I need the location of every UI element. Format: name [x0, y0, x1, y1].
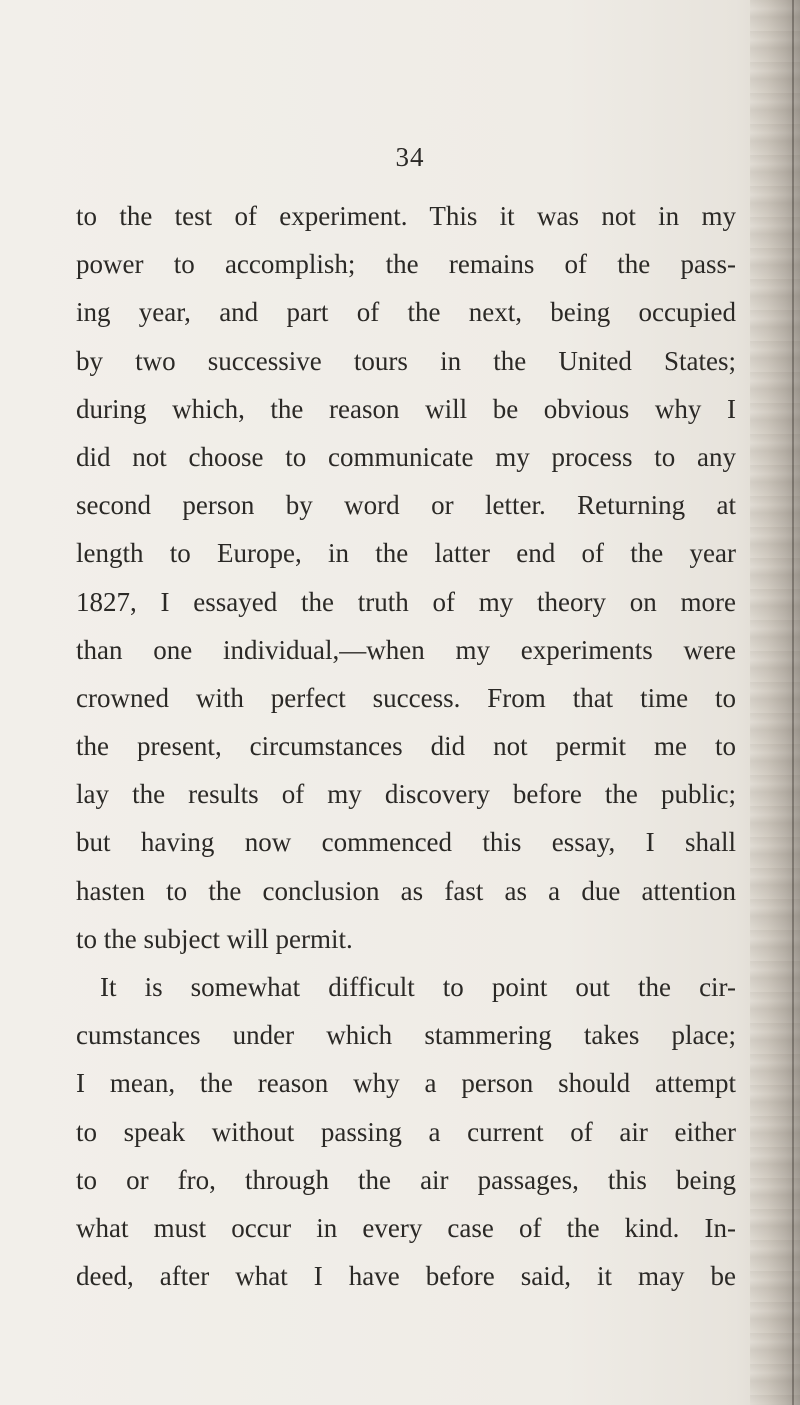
text-line: to speak without passing a current of air either: [76, 1116, 736, 1147]
text-line: did not choose to communicate my process to any: [76, 441, 736, 472]
text-line: It is somewhat difficult to point out the cir-: [100, 972, 736, 1002]
text-line: deed, after what I have before said, it may be: [76, 1261, 736, 1292]
text-line: the present, circumstances did not permit me to: [76, 731, 736, 762]
text-line: to the subject will permit.: [76, 923, 353, 954]
text-line: length to Europe, in the latter end of the year: [76, 538, 736, 569]
text-line: power to accomplish; the remains of the pass-: [76, 249, 736, 280]
page-number: 34: [395, 142, 425, 172]
text-line: during which, the reason will be obvious why I: [76, 393, 736, 424]
page-edge-line: [792, 0, 794, 1405]
text-line: crowned with perfect success. From that time to: [76, 682, 736, 713]
text-line: 1827, I essayed the truth of my theory on more: [76, 586, 736, 617]
text-line: by two successive tours in the United States;: [76, 345, 736, 376]
text-line: than one individual,—when my experiments were: [76, 634, 736, 665]
body-text: [76, 192, 736, 1300]
text-line: ing year, and part of the next, being occupied: [76, 297, 736, 328]
text-line: cumstances under which stammering takes place;: [76, 1020, 736, 1051]
text-line: to the test of experiment. This it was not in my: [76, 201, 736, 231]
text-line: second person by word or letter. Returning at: [76, 490, 736, 521]
text-line: lay the results of my discovery before the public;: [76, 779, 736, 810]
text-line: what must occur in every case of the kind. In-: [76, 1212, 736, 1243]
text-line: to or fro, through the air passages, this being: [76, 1164, 736, 1195]
text-line: hasten to the conclusion as fast as a due attention: [76, 875, 736, 906]
text-line: I mean, the reason why a person should attempt: [76, 1068, 736, 1099]
text-line: but having now commenced this essay, I shall: [76, 827, 736, 858]
